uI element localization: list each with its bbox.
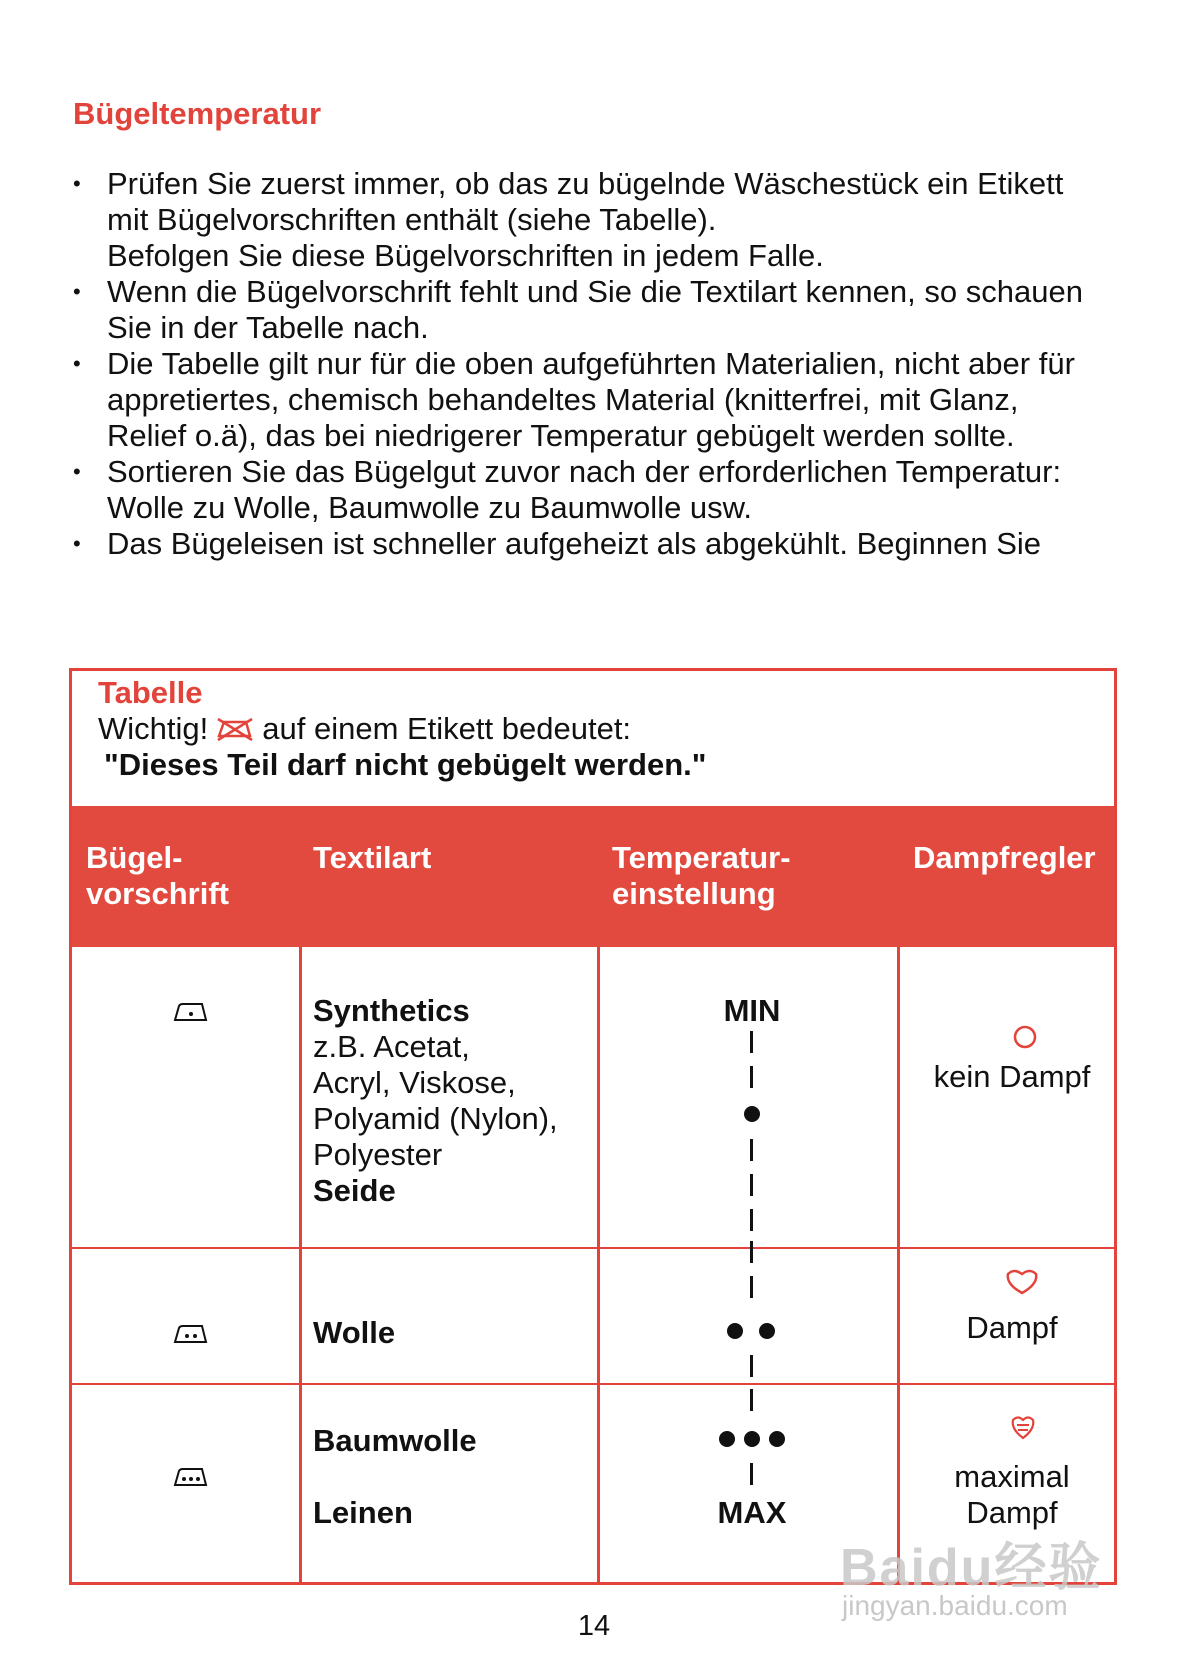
textile-detail: z.B. Acetat, <box>313 1029 470 1064</box>
watermark-url: jingyan.baidu.com <box>842 1590 1068 1621</box>
instruction-list <box>73 166 1133 562</box>
list-item: • Die Tabelle gilt nur für die oben aufgeführten Materialien, nicht aber für appretiertes, chemisch behandeltes Material (knitterfrei, mit Glanz, Relief o.ä), das bei niedrigerer Temperatur gebügelt werden sollte. <box>73 346 1133 454</box>
temp-dot-three <box>744 1431 760 1447</box>
textile-cotton: Baumwolle <box>313 1423 477 1458</box>
scale-tick <box>750 1389 753 1411</box>
scale-tick <box>750 1174 753 1196</box>
column-divider <box>299 947 302 1582</box>
steam-max-label: maximal Dampf <box>954 1459 1070 1530</box>
list-item: • Wenn die Bügelvorschrift fehlt und Sie die Textilart kennen, so schauen Sie in der Tabelle nach. <box>73 274 1133 346</box>
temp-dot-two <box>727 1323 743 1339</box>
row-divider <box>72 1247 1114 1249</box>
textile-detail: Polyamid (Nylon), <box>313 1101 558 1136</box>
steam-label: Dampf <box>966 1310 1058 1345</box>
textile-wool: Wolle <box>313 1315 396 1350</box>
textile-linen: Leinen <box>313 1495 413 1530</box>
temp-dot-three <box>719 1431 735 1447</box>
section-heading: Bügeltemperatur <box>73 96 322 131</box>
iron-three-dots-icon <box>173 1466 209 1488</box>
note-prefix: Wichtig! <box>98 711 209 746</box>
temp-dot-two <box>759 1323 775 1339</box>
table-header <box>72 806 1114 947</box>
row-divider <box>72 1383 1114 1385</box>
note-suffix: auf einem Etikett bedeutet: <box>262 711 632 746</box>
table-row <box>313 993 558 1209</box>
column-divider <box>597 947 600 1582</box>
steam-none-label: kein Dampf <box>933 1059 1091 1094</box>
page-number: 14 <box>577 1610 611 1642</box>
no-iron-warning: "Dieses Teil darf nicht gebügelt werden." <box>104 747 707 782</box>
temp-dot-three <box>769 1431 785 1447</box>
table-title: Tabelle <box>98 675 203 710</box>
textile-detail: Acryl, Viskose, <box>313 1065 516 1100</box>
header-ironing-symbol: Bügel- vorschrift <box>86 840 229 911</box>
table-note <box>98 711 631 747</box>
scale-tick <box>750 1241 753 1263</box>
textile-detail: Polyester <box>313 1137 443 1172</box>
ironing-table <box>69 668 1117 1585</box>
max-steam-icon <box>1009 1413 1037 1441</box>
scale-tick <box>750 1031 753 1053</box>
textile-synthetics: Synthetics <box>313 993 470 1028</box>
no-steam-icon <box>1012 1024 1038 1050</box>
steam-icon <box>1004 1266 1040 1296</box>
scale-tick <box>750 1209 753 1231</box>
no-iron-icon <box>216 716 254 742</box>
temperature-min: MIN <box>723 993 781 1028</box>
table-intro <box>72 671 1114 806</box>
scale-tick <box>750 1463 753 1485</box>
list-item: • Das Bügeleisen ist schneller aufgeheizt als abgekühlt. Beginnen Sie <box>73 526 1133 562</box>
scale-tick <box>750 1139 753 1161</box>
scale-tick <box>750 1066 753 1088</box>
watermark-logo: Baidu经验 <box>840 1539 1103 1597</box>
iron-one-dot-icon <box>173 1001 209 1023</box>
textile-silk: Seide <box>313 1173 396 1208</box>
column-divider <box>897 947 900 1582</box>
scale-tick <box>750 1276 753 1298</box>
temperature-max: MAX <box>717 1495 787 1530</box>
temp-dot-one <box>744 1106 760 1122</box>
header-temperature: Temperatur- einstellung <box>612 840 791 911</box>
iron-two-dots-icon <box>173 1323 209 1345</box>
list-item: • Prüfen Sie zuerst immer, ob das zu bügelnde Wäschestück ein Etikett mit Bügelvorschriften enthält (siehe Tabelle). Befolgen Sie diese Bügelvorschriften in jedem Falle. <box>73 166 1133 274</box>
header-steam-control: Dampfregler <box>913 840 1096 875</box>
scale-tick <box>750 1355 753 1377</box>
header-textile-type: Textilart <box>313 840 432 875</box>
list-item: • Sortieren Sie das Bügelgut zuvor nach der erforderlichen Temperatur: Wolle zu Wolle, Baumwolle zu Baumwolle usw. <box>73 454 1133 526</box>
